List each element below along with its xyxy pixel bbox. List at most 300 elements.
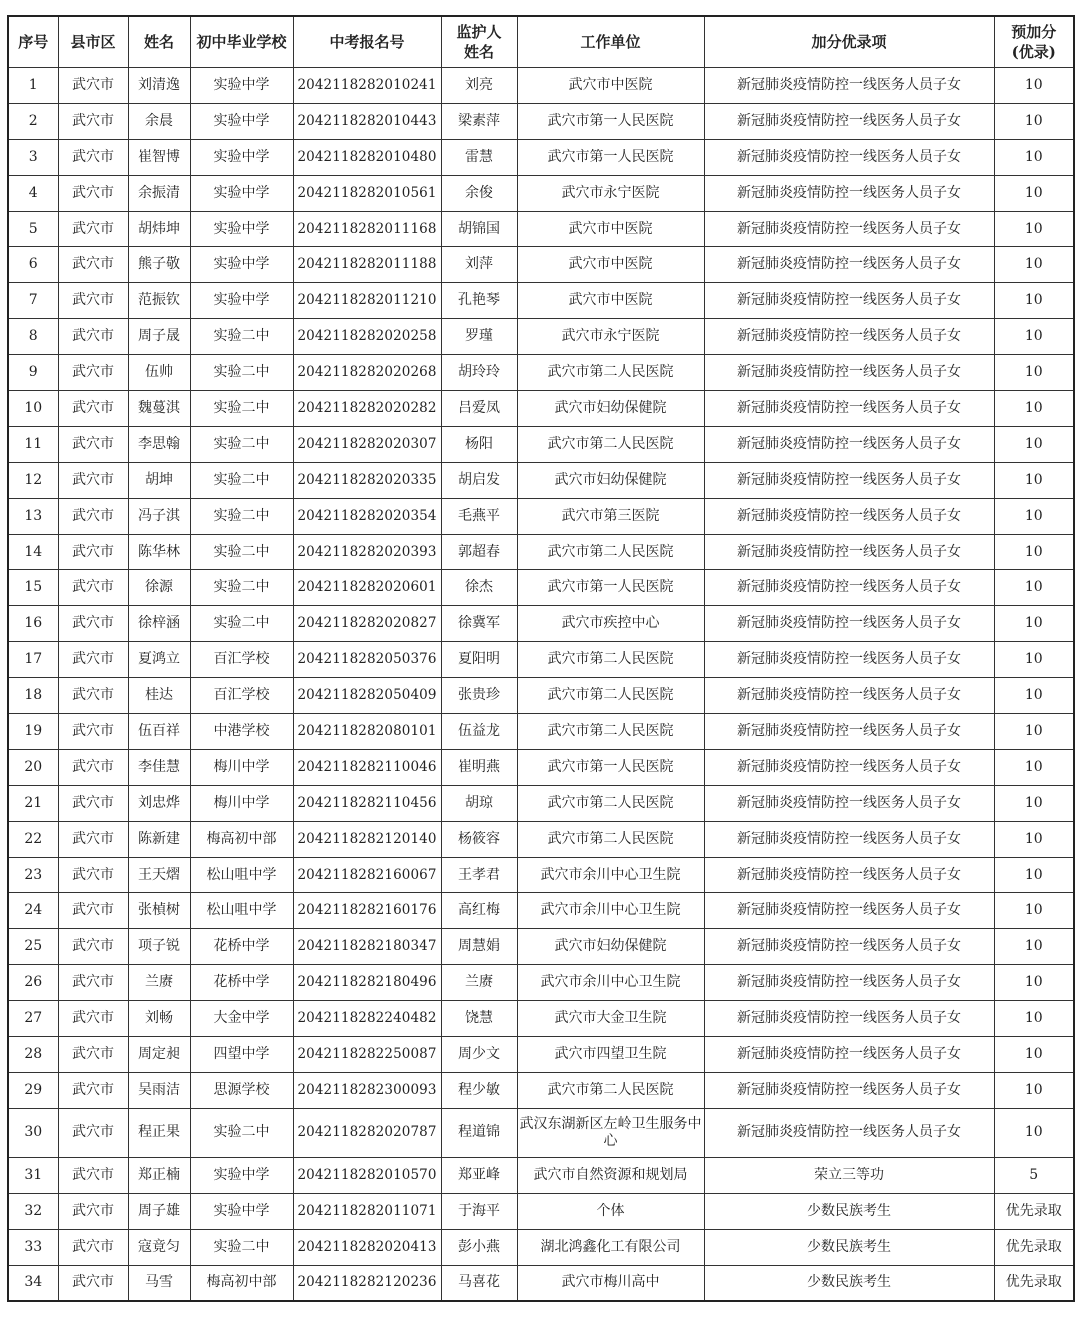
- cell-col-school: 实验中学: [190, 103, 293, 139]
- cell-col-index: 22: [8, 821, 58, 857]
- cell-col-employer: 武穴市第二人民医院: [517, 678, 704, 714]
- table-row: [8, 426, 1074, 462]
- cell-col-exam-id: 2042118282020258: [293, 319, 441, 355]
- cell-col-name: 刘忠烨: [128, 785, 190, 821]
- cell-col-points: 10: [994, 68, 1074, 104]
- cell-col-index: 20: [8, 749, 58, 785]
- cell-col-name: 胡坤: [128, 462, 190, 498]
- cell-col-guardian: 罗瑾: [441, 319, 517, 355]
- cell-col-employer: 武穴市第二人民医院: [517, 1072, 704, 1108]
- header-col-guardian: 监护人 姓名: [441, 16, 517, 68]
- table-row: [8, 678, 1074, 714]
- header-col-school: 初中毕业学校: [190, 16, 293, 68]
- cell-col-guardian: 徐冀军: [441, 606, 517, 642]
- cell-col-school: 百汇学校: [190, 678, 293, 714]
- cell-col-name: 魏蔓淇: [128, 391, 190, 427]
- cell-col-school: 实验中学: [190, 283, 293, 319]
- table-row: [8, 929, 1074, 965]
- cell-col-points: 10: [994, 319, 1074, 355]
- cell-col-guardian: 杨阳: [441, 426, 517, 462]
- cell-col-county: 武穴市: [58, 929, 128, 965]
- cell-col-index: 30: [8, 1108, 58, 1157]
- cell-col-exam-id: 2042118282180347: [293, 929, 441, 965]
- cell-col-guardian: 程道锦: [441, 1108, 517, 1157]
- cell-col-school: 梅川中学: [190, 785, 293, 821]
- cell-col-county: 武穴市: [58, 1072, 128, 1108]
- cell-col-guardian: 周少文: [441, 1037, 517, 1073]
- table-row: [8, 139, 1074, 175]
- cell-col-exam-id: 2042118282160176: [293, 893, 441, 929]
- cell-col-points: 10: [994, 426, 1074, 462]
- cell-col-school: 实验二中: [190, 462, 293, 498]
- cell-col-name: 周子晟: [128, 319, 190, 355]
- cell-col-bonus-item: 新冠肺炎疫情防控一线医务人员子女: [704, 103, 994, 139]
- bonus-points-sheet: [7, 15, 1073, 1302]
- cell-col-bonus-item: 新冠肺炎疫情防控一线医务人员子女: [704, 283, 994, 319]
- cell-col-points: 10: [994, 283, 1074, 319]
- cell-col-points: 10: [994, 642, 1074, 678]
- cell-col-points: 10: [994, 821, 1074, 857]
- table-row: [8, 534, 1074, 570]
- cell-col-bonus-item: 新冠肺炎疫情防控一线医务人员子女: [704, 929, 994, 965]
- cell-col-points: 10: [994, 1037, 1074, 1073]
- table-row: [8, 175, 1074, 211]
- cell-col-exam-id: 2042118282020413: [293, 1229, 441, 1265]
- cell-col-name: 吴雨洁: [128, 1072, 190, 1108]
- cell-col-points: 10: [994, 1001, 1074, 1037]
- cell-col-index: 15: [8, 570, 58, 606]
- cell-col-exam-id: 2042118282020354: [293, 498, 441, 534]
- cell-col-school: 实验二中: [190, 606, 293, 642]
- table-row: [8, 283, 1074, 319]
- cell-col-school: 实验中学: [190, 1157, 293, 1193]
- cell-col-index: 12: [8, 462, 58, 498]
- cell-col-points: 10: [994, 965, 1074, 1001]
- cell-col-guardian: 程少敏: [441, 1072, 517, 1108]
- cell-col-name: 周子雄: [128, 1193, 190, 1229]
- cell-col-bonus-item: 新冠肺炎疫情防控一线医务人员子女: [704, 498, 994, 534]
- cell-col-points: 10: [994, 498, 1074, 534]
- cell-col-index: 33: [8, 1229, 58, 1265]
- cell-col-school: 实验中学: [190, 139, 293, 175]
- cell-col-school: 百汇学校: [190, 642, 293, 678]
- table-row: [8, 965, 1074, 1001]
- cell-col-guardian: 吕爱凤: [441, 391, 517, 427]
- cell-col-index: 9: [8, 355, 58, 391]
- cell-col-name: 项子锐: [128, 929, 190, 965]
- table-row: [8, 1193, 1074, 1229]
- cell-col-exam-id: 2042118282300093: [293, 1072, 441, 1108]
- cell-col-guardian: 胡玲玲: [441, 355, 517, 391]
- cell-col-employer: 武穴市第二人民医院: [517, 642, 704, 678]
- cell-col-employer: 武穴市中医院: [517, 68, 704, 104]
- cell-col-index: 19: [8, 714, 58, 750]
- cell-col-exam-id: 2042118282180496: [293, 965, 441, 1001]
- cell-col-bonus-item: 新冠肺炎疫情防控一线医务人员子女: [704, 714, 994, 750]
- cell-col-employer: 武穴市梅川高中: [517, 1265, 704, 1301]
- cell-col-index: 8: [8, 319, 58, 355]
- cell-col-name: 崔智博: [128, 139, 190, 175]
- table-row: [8, 606, 1074, 642]
- cell-col-school: 实验二中: [190, 534, 293, 570]
- cell-col-employer: 武穴市永宁医院: [517, 175, 704, 211]
- cell-col-county: 武穴市: [58, 426, 128, 462]
- table-row: [8, 1157, 1074, 1193]
- cell-col-employer: 武穴市第二人民医院: [517, 355, 704, 391]
- cell-col-county: 武穴市: [58, 175, 128, 211]
- cell-col-name: 冯子淇: [128, 498, 190, 534]
- cell-col-employer: 武穴市中医院: [517, 211, 704, 247]
- cell-col-county: 武穴市: [58, 714, 128, 750]
- cell-col-exam-id: 2042118282010443: [293, 103, 441, 139]
- table-row: [8, 103, 1074, 139]
- cell-col-exam-id: 2042118282250087: [293, 1037, 441, 1073]
- header-col-employer: 工作单位: [517, 16, 704, 68]
- cell-col-county: 武穴市: [58, 68, 128, 104]
- cell-col-school: 梅高初中部: [190, 1265, 293, 1301]
- table-row: [8, 391, 1074, 427]
- cell-col-bonus-item: 新冠肺炎疫情防控一线医务人员子女: [704, 1108, 994, 1157]
- cell-col-points: 10: [994, 247, 1074, 283]
- cell-col-name: 王天熠: [128, 857, 190, 893]
- cell-col-county: 武穴市: [58, 1265, 128, 1301]
- cell-col-guardian: 胡琼: [441, 785, 517, 821]
- cell-col-name: 余振清: [128, 175, 190, 211]
- cell-col-school: 四望中学: [190, 1037, 293, 1073]
- cell-col-points: 优先录取: [994, 1265, 1074, 1301]
- table-row: [8, 821, 1074, 857]
- header-col-index: 序号: [8, 16, 58, 68]
- cell-col-points: 10: [994, 355, 1074, 391]
- cell-col-guardian: 刘萍: [441, 247, 517, 283]
- cell-col-index: 18: [8, 678, 58, 714]
- cell-col-employer: 武穴市妇幼保健院: [517, 391, 704, 427]
- cell-col-county: 武穴市: [58, 319, 128, 355]
- cell-col-exam-id: 2042118282240482: [293, 1001, 441, 1037]
- cell-col-bonus-item: 新冠肺炎疫情防控一线医务人员子女: [704, 426, 994, 462]
- cell-col-name: 陈华林: [128, 534, 190, 570]
- cell-col-employer: 武穴市自然资源和规划局: [517, 1157, 704, 1193]
- cell-col-guardian: 徐杰: [441, 570, 517, 606]
- cell-col-county: 武穴市: [58, 749, 128, 785]
- cell-col-bonus-item: 新冠肺炎疫情防控一线医务人员子女: [704, 678, 994, 714]
- table-row: [8, 462, 1074, 498]
- cell-col-points: 5: [994, 1157, 1074, 1193]
- cell-col-bonus-item: 新冠肺炎疫情防控一线医务人员子女: [704, 1037, 994, 1073]
- cell-col-employer: 湖北鸿鑫化工有限公司: [517, 1229, 704, 1265]
- cell-col-points: 10: [994, 678, 1074, 714]
- header-col-points: 预加分 (优录): [994, 16, 1074, 68]
- cell-col-bonus-item: 新冠肺炎疫情防控一线医务人员子女: [704, 785, 994, 821]
- cell-col-points: 10: [994, 606, 1074, 642]
- cell-col-employer: 武穴市四望卫生院: [517, 1037, 704, 1073]
- cell-col-school: 花桥中学: [190, 929, 293, 965]
- cell-col-employer: 个体: [517, 1193, 704, 1229]
- cell-col-index: 14: [8, 534, 58, 570]
- cell-col-name: 余晨: [128, 103, 190, 139]
- cell-col-name: 李佳慧: [128, 749, 190, 785]
- table-row: [8, 749, 1074, 785]
- cell-col-name: 胡炜坤: [128, 211, 190, 247]
- table-row: [8, 1108, 1074, 1157]
- cell-col-county: 武穴市: [58, 139, 128, 175]
- cell-col-bonus-item: 新冠肺炎疫情防控一线医务人员子女: [704, 1001, 994, 1037]
- cell-col-guardian: 彭小燕: [441, 1229, 517, 1265]
- cell-col-school: 花桥中学: [190, 965, 293, 1001]
- cell-col-points: 10: [994, 785, 1074, 821]
- cell-col-bonus-item: 新冠肺炎疫情防控一线医务人员子女: [704, 1072, 994, 1108]
- cell-col-guardian: 梁素萍: [441, 103, 517, 139]
- cell-col-points: 10: [994, 714, 1074, 750]
- cell-col-guardian: 雷慧: [441, 139, 517, 175]
- cell-col-school: 实验二中: [190, 355, 293, 391]
- cell-col-county: 武穴市: [58, 1229, 128, 1265]
- cell-col-employer: 武穴市第一人民医院: [517, 570, 704, 606]
- cell-col-guardian: 马喜花: [441, 1265, 517, 1301]
- cell-col-school: 实验二中: [190, 498, 293, 534]
- header-col-bonus-item: 加分优录项: [704, 16, 994, 68]
- cell-col-points: 10: [994, 462, 1074, 498]
- cell-col-employer: 武穴市第二人民医院: [517, 785, 704, 821]
- cell-col-name: 伍帅: [128, 355, 190, 391]
- cell-col-employer: 武穴市第二人民医院: [517, 426, 704, 462]
- cell-col-points: 优先录取: [994, 1193, 1074, 1229]
- cell-col-index: 2: [8, 103, 58, 139]
- header-col-county: 县市区: [58, 16, 128, 68]
- cell-col-bonus-item: 新冠肺炎疫情防控一线医务人员子女: [704, 391, 994, 427]
- cell-col-index: 32: [8, 1193, 58, 1229]
- cell-col-name: 马雪: [128, 1265, 190, 1301]
- cell-col-employer: 武穴市中医院: [517, 247, 704, 283]
- cell-col-bonus-item: 新冠肺炎疫情防控一线医务人员子女: [704, 68, 994, 104]
- table-row: [8, 857, 1074, 893]
- cell-col-index: 17: [8, 642, 58, 678]
- cell-col-school: 松山咀中学: [190, 893, 293, 929]
- cell-col-county: 武穴市: [58, 462, 128, 498]
- table-row: [8, 570, 1074, 606]
- cell-col-employer: 武穴市妇幼保健院: [517, 462, 704, 498]
- cell-col-name: 兰赓: [128, 965, 190, 1001]
- cell-col-name: 刘清逸: [128, 68, 190, 104]
- table-row: [8, 642, 1074, 678]
- cell-col-guardian: 胡锦国: [441, 211, 517, 247]
- cell-col-county: 武穴市: [58, 498, 128, 534]
- cell-col-points: 10: [994, 893, 1074, 929]
- table-body: [8, 68, 1074, 1302]
- cell-col-county: 武穴市: [58, 103, 128, 139]
- cell-col-exam-id: 2042118282080101: [293, 714, 441, 750]
- cell-col-employer: 武穴市第二人民医院: [517, 821, 704, 857]
- cell-col-index: 29: [8, 1072, 58, 1108]
- cell-col-points: 10: [994, 929, 1074, 965]
- cell-col-exam-id: 2042118282110046: [293, 749, 441, 785]
- cell-col-name: 程正果: [128, 1108, 190, 1157]
- cell-col-guardian: 毛燕平: [441, 498, 517, 534]
- cell-col-exam-id: 2042118282020787: [293, 1108, 441, 1157]
- cell-col-name: 伍百祥: [128, 714, 190, 750]
- table-row: [8, 1037, 1074, 1073]
- table-row: [8, 68, 1074, 104]
- cell-col-guardian: 杨筱容: [441, 821, 517, 857]
- cell-col-county: 武穴市: [58, 1193, 128, 1229]
- cell-col-points: 10: [994, 857, 1074, 893]
- cell-col-guardian: 饶慧: [441, 1001, 517, 1037]
- cell-col-index: 21: [8, 785, 58, 821]
- cell-col-school: 实验二中: [190, 570, 293, 606]
- table-row: [8, 355, 1074, 391]
- cell-col-county: 武穴市: [58, 965, 128, 1001]
- cell-col-bonus-item: 少数民族考生: [704, 1265, 994, 1301]
- cell-col-points: 10: [994, 1108, 1074, 1157]
- cell-col-school: 松山咀中学: [190, 857, 293, 893]
- bonus-points-table: [7, 15, 1075, 1302]
- cell-col-index: 4: [8, 175, 58, 211]
- cell-col-county: 武穴市: [58, 391, 128, 427]
- cell-col-guardian: 郭超春: [441, 534, 517, 570]
- cell-col-county: 武穴市: [58, 785, 128, 821]
- cell-col-name: 夏鸿立: [128, 642, 190, 678]
- cell-col-bonus-item: 新冠肺炎疫情防控一线医务人员子女: [704, 821, 994, 857]
- table-row: [8, 319, 1074, 355]
- cell-col-employer: 武穴市第一人民医院: [517, 749, 704, 785]
- cell-col-employer: 武穴市第一人民医院: [517, 139, 704, 175]
- cell-col-school: 思源学校: [190, 1072, 293, 1108]
- cell-col-index: 6: [8, 247, 58, 283]
- cell-col-county: 武穴市: [58, 1001, 128, 1037]
- cell-col-county: 武穴市: [58, 606, 128, 642]
- cell-col-name: 熊子敬: [128, 247, 190, 283]
- cell-col-name: 郑正楠: [128, 1157, 190, 1193]
- cell-col-index: 7: [8, 283, 58, 319]
- cell-col-exam-id: 2042118282011168: [293, 211, 441, 247]
- table-row: [8, 211, 1074, 247]
- cell-col-exam-id: 2042118282120236: [293, 1265, 441, 1301]
- cell-col-index: 24: [8, 893, 58, 929]
- cell-col-employer: 武穴市大金卫生院: [517, 1001, 704, 1037]
- cell-col-employer: 武穴市第一人民医院: [517, 103, 704, 139]
- table-row: [8, 1265, 1074, 1301]
- cell-col-exam-id: 2042118282110456: [293, 785, 441, 821]
- cell-col-exam-id: 2042118282020601: [293, 570, 441, 606]
- cell-col-guardian: 刘亮: [441, 68, 517, 104]
- cell-col-employer: 武穴市疾控中心: [517, 606, 704, 642]
- cell-col-bonus-item: 新冠肺炎疫情防控一线医务人员子女: [704, 965, 994, 1001]
- cell-col-points: 10: [994, 749, 1074, 785]
- cell-col-bonus-item: 新冠肺炎疫情防控一线医务人员子女: [704, 642, 994, 678]
- cell-col-name: 刘畅: [128, 1001, 190, 1037]
- cell-col-employer: 武穴市余川中心卫生院: [517, 965, 704, 1001]
- cell-col-points: 10: [994, 570, 1074, 606]
- cell-col-employer: 武穴市永宁医院: [517, 319, 704, 355]
- cell-col-exam-id: 2042118282050409: [293, 678, 441, 714]
- cell-col-index: 28: [8, 1037, 58, 1073]
- cell-col-index: 5: [8, 211, 58, 247]
- cell-col-exam-id: 2042118282160067: [293, 857, 441, 893]
- cell-col-school: 实验二中: [190, 1108, 293, 1157]
- cell-col-exam-id: 2042118282010241: [293, 68, 441, 104]
- table-row: [8, 785, 1074, 821]
- cell-col-index: 1: [8, 68, 58, 104]
- cell-col-school: 实验二中: [190, 319, 293, 355]
- table-row: [8, 893, 1074, 929]
- cell-col-points: 10: [994, 391, 1074, 427]
- cell-col-exam-id: 2042118282020393: [293, 534, 441, 570]
- table-row: [8, 1229, 1074, 1265]
- cell-col-employer: 武汉东湖新区左岭卫生服务中心: [517, 1108, 704, 1157]
- cell-col-exam-id: 2042118282120140: [293, 821, 441, 857]
- cell-col-index: 25: [8, 929, 58, 965]
- cell-col-school: 实验二中: [190, 391, 293, 427]
- cell-col-index: 23: [8, 857, 58, 893]
- cell-col-name: 张楨树: [128, 893, 190, 929]
- cell-col-exam-id: 2042118282010561: [293, 175, 441, 211]
- header-col-name: 姓名: [128, 16, 190, 68]
- cell-col-bonus-item: 新冠肺炎疫情防控一线医务人员子女: [704, 462, 994, 498]
- cell-col-exam-id: 2042118282020827: [293, 606, 441, 642]
- cell-col-county: 武穴市: [58, 534, 128, 570]
- cell-col-bonus-item: 新冠肺炎疫情防控一线医务人员子女: [704, 319, 994, 355]
- cell-col-index: 11: [8, 426, 58, 462]
- cell-col-employer: 武穴市余川中心卫生院: [517, 857, 704, 893]
- cell-col-points: 10: [994, 211, 1074, 247]
- cell-col-employer: 武穴市中医院: [517, 283, 704, 319]
- cell-col-name: 周定昶: [128, 1037, 190, 1073]
- cell-col-exam-id: 2042118282011210: [293, 283, 441, 319]
- cell-col-points: 优先录取: [994, 1229, 1074, 1265]
- cell-col-index: 13: [8, 498, 58, 534]
- cell-col-guardian: 郑亚峰: [441, 1157, 517, 1193]
- cell-col-bonus-item: 新冠肺炎疫情防控一线医务人员子女: [704, 570, 994, 606]
- cell-col-points: 10: [994, 1072, 1074, 1108]
- cell-col-school: 实验二中: [190, 426, 293, 462]
- cell-col-school: 实验中学: [190, 247, 293, 283]
- cell-col-exam-id: 2042118282020307: [293, 426, 441, 462]
- cell-col-name: 范振钦: [128, 283, 190, 319]
- cell-col-employer: 武穴市第三医院: [517, 498, 704, 534]
- cell-col-index: 34: [8, 1265, 58, 1301]
- cell-col-exam-id: 2042118282010480: [293, 139, 441, 175]
- cell-col-bonus-item: 荣立三等功: [704, 1157, 994, 1193]
- cell-col-guardian: 高红梅: [441, 893, 517, 929]
- table-row: [8, 247, 1074, 283]
- cell-col-county: 武穴市: [58, 1157, 128, 1193]
- cell-col-guardian: 伍益龙: [441, 714, 517, 750]
- cell-col-school: 实验中学: [190, 175, 293, 211]
- cell-col-county: 武穴市: [58, 570, 128, 606]
- cell-col-county: 武穴市: [58, 678, 128, 714]
- cell-col-name: 寇竟匀: [128, 1229, 190, 1265]
- table-header-row: [8, 16, 1074, 68]
- cell-col-school: 实验二中: [190, 1229, 293, 1265]
- cell-col-employer: 武穴市第二人民医院: [517, 534, 704, 570]
- cell-col-school: 大金中学: [190, 1001, 293, 1037]
- cell-col-bonus-item: 新冠肺炎疫情防控一线医务人员子女: [704, 355, 994, 391]
- cell-col-county: 武穴市: [58, 857, 128, 893]
- table-row: [8, 714, 1074, 750]
- cell-col-school: 梅高初中部: [190, 821, 293, 857]
- table-row: [8, 1072, 1074, 1108]
- cell-col-index: 27: [8, 1001, 58, 1037]
- cell-col-guardian: 兰赓: [441, 965, 517, 1001]
- table-row: [8, 1001, 1074, 1037]
- cell-col-bonus-item: 新冠肺炎疫情防控一线医务人员子女: [704, 247, 994, 283]
- cell-col-school: 实验中学: [190, 68, 293, 104]
- cell-col-index: 26: [8, 965, 58, 1001]
- cell-col-bonus-item: 新冠肺炎疫情防控一线医务人员子女: [704, 211, 994, 247]
- cell-col-index: 3: [8, 139, 58, 175]
- cell-col-bonus-item: 新冠肺炎疫情防控一线医务人员子女: [704, 175, 994, 211]
- cell-col-bonus-item: 少数民族考生: [704, 1229, 994, 1265]
